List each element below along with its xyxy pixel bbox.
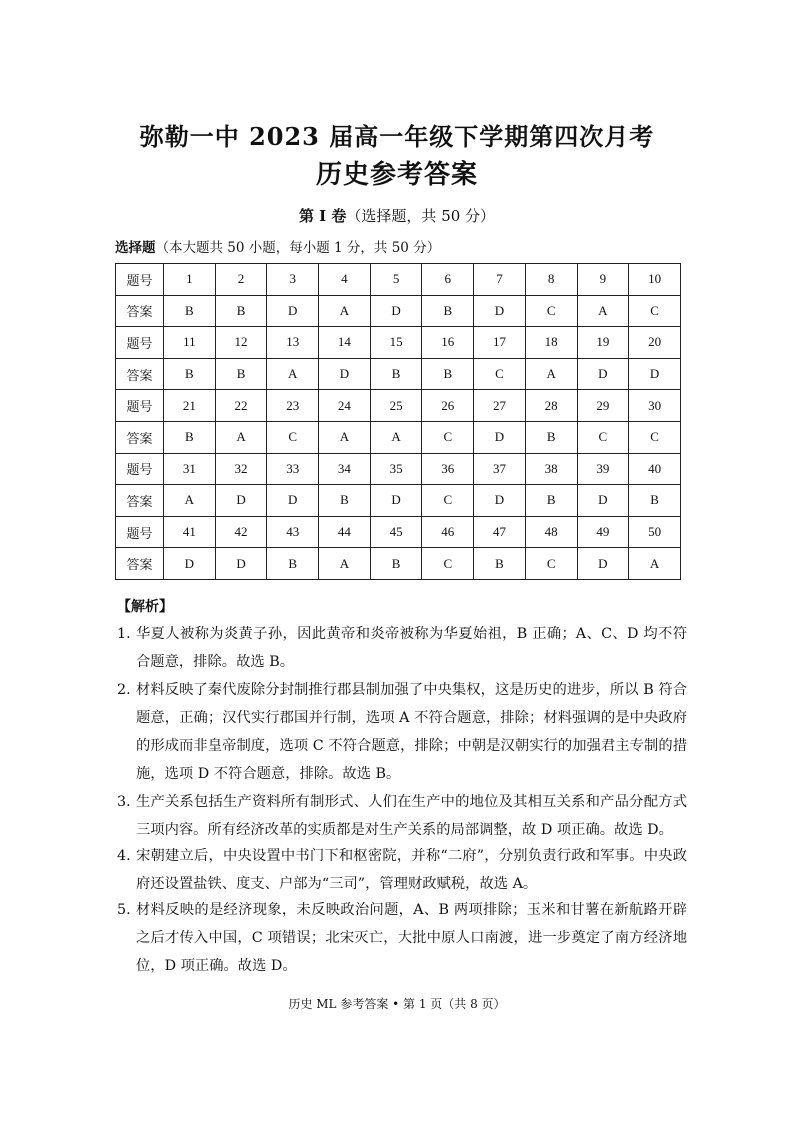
answer-cell: D — [577, 358, 629, 390]
analysis-item-number: 2. — [117, 682, 131, 698]
question-number-cell: 3 — [267, 264, 319, 296]
analysis-item-number: 3. — [117, 794, 131, 810]
question-number-cell: 28 — [525, 390, 577, 422]
answer-cell: B — [422, 358, 474, 390]
answer-cell: A — [267, 358, 319, 390]
question-number-cell: 49 — [577, 516, 629, 548]
question-number-cell: 2 — [215, 264, 267, 296]
question-number-cell: 23 — [267, 390, 319, 422]
answer-cell: A — [319, 421, 371, 453]
question-number-cell: 41 — [164, 516, 216, 548]
answer-cell: D — [474, 421, 526, 453]
answer-row — [116, 485, 681, 517]
question-number-cell: 1 — [164, 264, 216, 296]
part-heading — [0, 205, 794, 226]
row-label-answer: 答案 — [116, 421, 164, 453]
question-number-cell: 19 — [577, 327, 629, 359]
question-number-cell: 40 — [629, 453, 681, 485]
analysis-item-5 — [117, 896, 687, 980]
answer-cell: B — [370, 358, 422, 390]
answer-cell: A — [215, 421, 267, 453]
answer-cell: D — [577, 485, 629, 517]
answer-row — [116, 358, 681, 390]
answer-cell: C — [525, 295, 577, 327]
question-number-cell: 32 — [215, 453, 267, 485]
answer-cell: C — [422, 485, 474, 517]
row-label-number: 题号 — [116, 453, 164, 485]
answer-cell: A — [370, 421, 422, 453]
analysis-item-2 — [117, 676, 687, 788]
answer-cell: B — [267, 548, 319, 580]
answer-cell: D — [215, 548, 267, 580]
answer-cell: B — [164, 421, 216, 453]
question-number-cell: 36 — [422, 453, 474, 485]
question-number-cell: 29 — [577, 390, 629, 422]
question-number-cell: 43 — [267, 516, 319, 548]
question-number-cell: 22 — [215, 390, 267, 422]
answer-cell: D — [370, 295, 422, 327]
question-number-row — [116, 327, 681, 359]
question-number-cell: 48 — [525, 516, 577, 548]
row-label-answer: 答案 — [116, 485, 164, 517]
question-number-cell: 11 — [164, 327, 216, 359]
question-number-cell: 16 — [422, 327, 474, 359]
question-number-cell: 14 — [319, 327, 371, 359]
question-number-cell: 42 — [215, 516, 267, 548]
answer-cell: D — [267, 485, 319, 517]
question-number-cell: 47 — [474, 516, 526, 548]
answer-cell: D — [629, 358, 681, 390]
answer-cell: D — [370, 485, 422, 517]
answer-cell: A — [164, 485, 216, 517]
question-number-cell: 39 — [577, 453, 629, 485]
question-number-cell: 15 — [370, 327, 422, 359]
answer-cell: C — [267, 421, 319, 453]
question-number-row — [116, 264, 681, 296]
answer-cell: C — [577, 421, 629, 453]
answer-cell: C — [525, 548, 577, 580]
question-type-label: 选择题 — [115, 240, 156, 256]
analysis-item-text: 生产关系包括生产资料所有制形式、人们在生产中的地位及其相互关系和产品分配方式三项内容。所有经济改革的实质都是对生产关系的局部调整，故 D 项正确。故选 D。 — [136, 794, 687, 838]
question-number-cell: 13 — [267, 327, 319, 359]
document-title: 弥勒一中 2023 届高一年级下学期第四次月考 — [139, 122, 655, 151]
question-number-cell: 6 — [422, 264, 474, 296]
answer-cell: B — [525, 485, 577, 517]
answer-cell: B — [629, 485, 681, 517]
question-number-cell: 12 — [215, 327, 267, 359]
question-number-cell: 37 — [474, 453, 526, 485]
row-label-answer: 答案 — [116, 358, 164, 390]
answer-cell: D — [474, 295, 526, 327]
row-label-answer: 答案 — [116, 548, 164, 580]
answer-cell: D — [577, 548, 629, 580]
answer-cell: C — [474, 358, 526, 390]
analysis-item-text: 华夏人被称为炎黄子孙，因此黄帝和炎帝被称为华夏始祖，B 正确；A、C、D 均不符合题意，排除。故选 B。 — [136, 626, 687, 670]
part-label: 第 Ⅰ 卷 — [298, 207, 347, 225]
answer-cell: A — [319, 295, 371, 327]
answer-cell: B — [474, 548, 526, 580]
question-number-cell: 35 — [370, 453, 422, 485]
answer-row — [116, 421, 681, 453]
question-number-cell: 7 — [474, 264, 526, 296]
question-number-cell: 25 — [370, 390, 422, 422]
answer-cell: A — [319, 548, 371, 580]
answer-table — [115, 263, 681, 580]
answer-cell: B — [525, 421, 577, 453]
question-number-cell: 30 — [629, 390, 681, 422]
row-label-number: 题号 — [116, 390, 164, 422]
question-number-cell: 45 — [370, 516, 422, 548]
answer-cell: D — [267, 295, 319, 327]
question-number-cell: 21 — [164, 390, 216, 422]
answer-cell: C — [629, 295, 681, 327]
analysis-item-3 — [117, 788, 687, 844]
question-number-cell: 24 — [319, 390, 371, 422]
answer-cell: C — [422, 548, 474, 580]
question-number-cell: 46 — [422, 516, 474, 548]
question-number-row — [116, 453, 681, 485]
document-subtitle: 历史参考答案 — [315, 160, 478, 190]
question-number-cell: 27 — [474, 390, 526, 422]
question-number-cell: 17 — [474, 327, 526, 359]
answer-cell: D — [215, 485, 267, 517]
answer-cell: D — [164, 548, 216, 580]
question-number-cell: 31 — [164, 453, 216, 485]
question-type-description: （本大题共 50 小题，每小题 1 分，共 50 分） — [155, 240, 441, 256]
question-number-cell: 34 — [319, 453, 371, 485]
answer-cell: B — [164, 295, 216, 327]
question-number-row — [116, 390, 681, 422]
analysis-item-text: 材料反映的是经济现象，未反映政治问题，A、B 两项排除；玉米和甘薯在新航路开辟之后才传入中国，C 项错误；北宋灭亡，大批中原人口南渡，进一步奠定了南方经济地位，D 项正确。故选 D。 — [136, 902, 687, 974]
answer-cell: B — [215, 295, 267, 327]
question-number-cell: 44 — [319, 516, 371, 548]
analysis-item-1 — [117, 620, 687, 676]
analysis-item-4 — [117, 842, 687, 898]
question-number-cell: 33 — [267, 453, 319, 485]
page-footer: 历史 ML 参考答案 • 第 1 页（共 8 页） — [288, 997, 506, 1011]
answer-cell: B — [164, 358, 216, 390]
question-number-cell: 10 — [629, 264, 681, 296]
analysis-item-number: 4. — [117, 848, 131, 864]
row-label-number: 题号 — [116, 516, 164, 548]
part-description: （选择题，共 50 分） — [346, 207, 496, 225]
answer-cell: A — [577, 295, 629, 327]
analysis-item-text: 宋朝建立后，中央设置中书门下和枢密院，并称“二府”，分别负责行政和军事。中央政府还设置盐铁、度支、户部为“三司”，管理财政赋税，故选 A。 — [136, 848, 687, 892]
row-label-number: 题号 — [116, 327, 164, 359]
question-number-cell: 20 — [629, 327, 681, 359]
question-number-cell: 38 — [525, 453, 577, 485]
question-number-cell: 4 — [319, 264, 371, 296]
answer-row — [116, 548, 681, 580]
question-number-cell: 9 — [577, 264, 629, 296]
analysis-item-number: 1. — [117, 626, 131, 642]
question-number-cell: 5 — [370, 264, 422, 296]
question-number-row — [116, 516, 681, 548]
answer-cell: C — [422, 421, 474, 453]
row-label-answer: 答案 — [116, 295, 164, 327]
answer-cell: D — [319, 358, 371, 390]
question-number-cell: 8 — [525, 264, 577, 296]
answer-cell: B — [215, 358, 267, 390]
answer-cell: D — [474, 485, 526, 517]
answer-cell: A — [525, 358, 577, 390]
question-number-cell: 18 — [525, 327, 577, 359]
answer-cell: B — [422, 295, 474, 327]
analysis-heading: 【解析】 — [117, 599, 173, 615]
answer-cell: B — [370, 548, 422, 580]
answer-cell: B — [319, 485, 371, 517]
question-number-cell: 26 — [422, 390, 474, 422]
question-number-cell: 50 — [629, 516, 681, 548]
row-label-number: 题号 — [116, 264, 164, 296]
analysis-item-number: 5. — [117, 902, 131, 918]
analysis-item-text: 材料反映了秦代废除分封制推行郡县制加强了中央集权，这是历史的进步，所以 B 符合题意，正确；汉代实行郡国并行制，选项 A 不符合题意，排除；材料强调的是中央政府的形成而非皇帝制度，选项 C 不符合题意，排除；中朝是汉朝实行的加强君主专制的措施，选项 D 不符合题意，排除。故选 B。 — [136, 682, 687, 782]
question-type-heading — [115, 236, 440, 256]
answer-cell: A — [629, 548, 681, 580]
answer-cell: C — [629, 421, 681, 453]
answer-row — [116, 295, 681, 327]
